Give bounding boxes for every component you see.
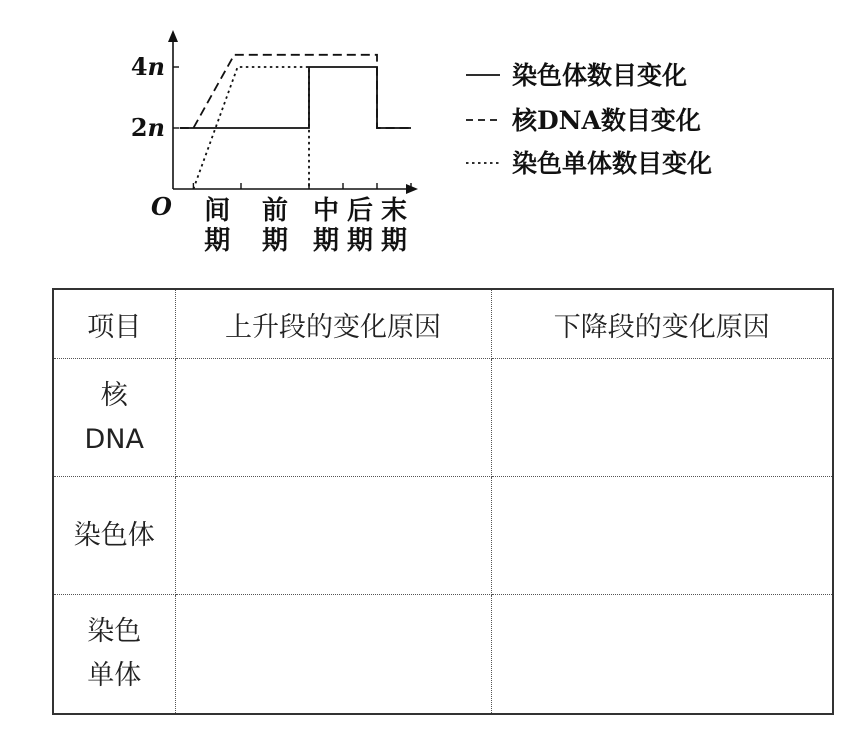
y-tick-label: 4n <box>130 52 165 81</box>
chart-legend <box>466 61 712 178</box>
x-tick-label: 期 <box>204 226 231 256</box>
row-label-line: 染色 <box>87 615 142 647</box>
header-fall-reason: 下降段的变化原因 <box>491 289 833 359</box>
answer-table <box>52 288 834 715</box>
origin-label: O <box>151 192 172 221</box>
x-tick-label: 中 <box>312 196 340 226</box>
table-header-row <box>53 289 833 359</box>
table-row-chromosome <box>53 477 833 595</box>
row-label-line: DNA <box>84 423 144 455</box>
legend-label-2: 核DNA数目变化 <box>512 106 701 135</box>
x-tick-label: 后 <box>346 196 374 226</box>
x-tick-label: 期 <box>261 226 289 256</box>
row-label-line: 核 <box>100 379 128 411</box>
y-tick-label: 2n <box>130 113 165 142</box>
chart-axes <box>151 30 418 221</box>
y-axis-arrow-icon <box>168 30 178 42</box>
row-label-line: 单体 <box>87 659 142 691</box>
x-tick-label: 间 <box>204 196 231 226</box>
header-item: 项目 <box>53 289 175 359</box>
chromosome-dna-chart <box>0 0 844 270</box>
legend-label-1: 染色体数目变化 <box>512 61 688 90</box>
answer-table-wrapper <box>52 288 832 711</box>
answer-cell-dna-fall[interactable] <box>491 359 833 477</box>
header-rise-reason: 上升段的变化原因 <box>175 289 491 359</box>
x-axis-arrow-icon <box>406 184 418 194</box>
answer-cell-chromosome-fall[interactable] <box>491 477 833 595</box>
row-label-chromatid <box>53 595 175 714</box>
row-label-chromosome <box>53 477 175 595</box>
x-tick-label: 前 <box>261 196 289 226</box>
answer-cell-chromatid-fall[interactable] <box>491 595 833 714</box>
table-row-dna <box>53 359 833 477</box>
row-label-line: 染色体 <box>73 519 155 551</box>
answer-cell-chromosome-rise[interactable] <box>175 477 491 595</box>
chart-series <box>180 55 411 189</box>
row-label-dna <box>53 359 175 477</box>
x-tick-label: 末 <box>380 196 408 226</box>
answer-cell-chromatid-rise[interactable] <box>175 595 491 714</box>
legend-label-3: 染色单体数目变化 <box>512 149 713 178</box>
x-tick-label: 期 <box>312 226 340 256</box>
table-row-chromatid <box>53 595 833 714</box>
x-tick-label: 期 <box>380 226 408 256</box>
x-tick-label: 期 <box>346 226 374 256</box>
answer-cell-dna-rise[interactable] <box>175 359 491 477</box>
